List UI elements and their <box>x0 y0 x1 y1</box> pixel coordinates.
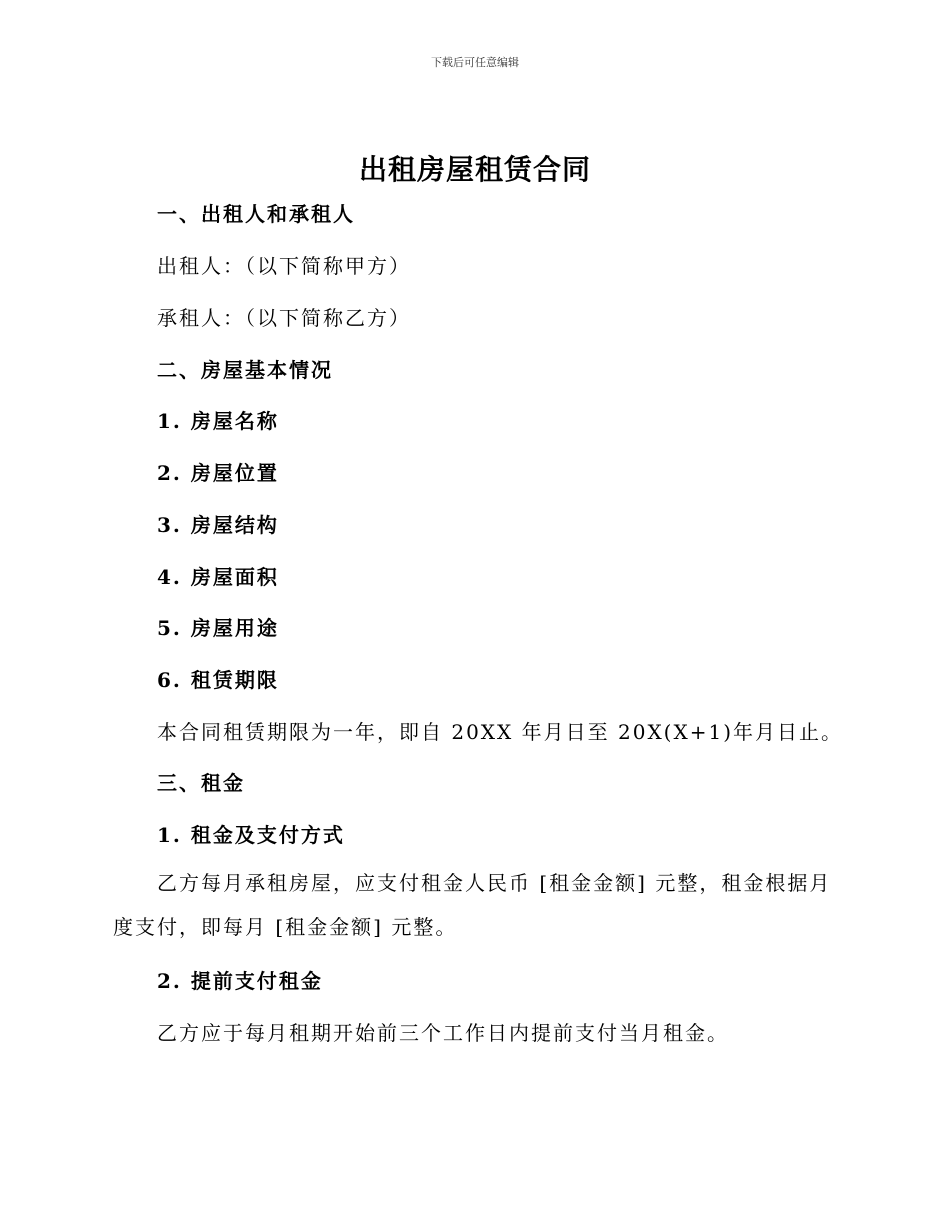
item-property-location: 2. 房屋位置 <box>157 461 279 485</box>
page-header-note: 下载后可任意编辑 <box>431 56 519 69</box>
item-property-name: 1. 房屋名称 <box>157 409 279 433</box>
rent-payment-heading: 1. 租金及支付方式 <box>157 823 345 847</box>
section-heading-rent: 三、租金 <box>157 771 245 795</box>
item-property-area: 4. 房屋面积 <box>157 565 279 589</box>
section-heading-parties: 一、出租人和承租人 <box>157 202 355 226</box>
advance-rent-text: 乙方应于每月租期开始前三个工作日内提前支付当月租金。 <box>157 1021 729 1045</box>
item-property-use: 5. 房屋用途 <box>157 616 279 640</box>
rent-payment-text: 乙方每月承租房屋，应支付租金人民币 [租金金额] 元整，租金根据月度支付，即每月 [租金金额] 元整。 <box>113 871 832 939</box>
item-property-structure: 3. 房屋结构 <box>157 513 279 537</box>
section-heading-property: 二、房屋基本情况 <box>157 358 333 382</box>
lease-term-text: 本合同租赁期限为一年，即自 20XX 年月日至 20X(X+1)年月日止。 <box>157 720 844 744</box>
advance-rent-heading: 2. 提前支付租金 <box>157 969 323 993</box>
document-title: 出租房屋租赁合同 <box>358 153 591 186</box>
lessee-line: 承租人：（以下简称乙方） <box>157 306 411 330</box>
item-lease-term: 6. 租赁期限 <box>157 668 279 692</box>
lessor-line: 出租人：（以下简称甲方） <box>157 254 411 278</box>
